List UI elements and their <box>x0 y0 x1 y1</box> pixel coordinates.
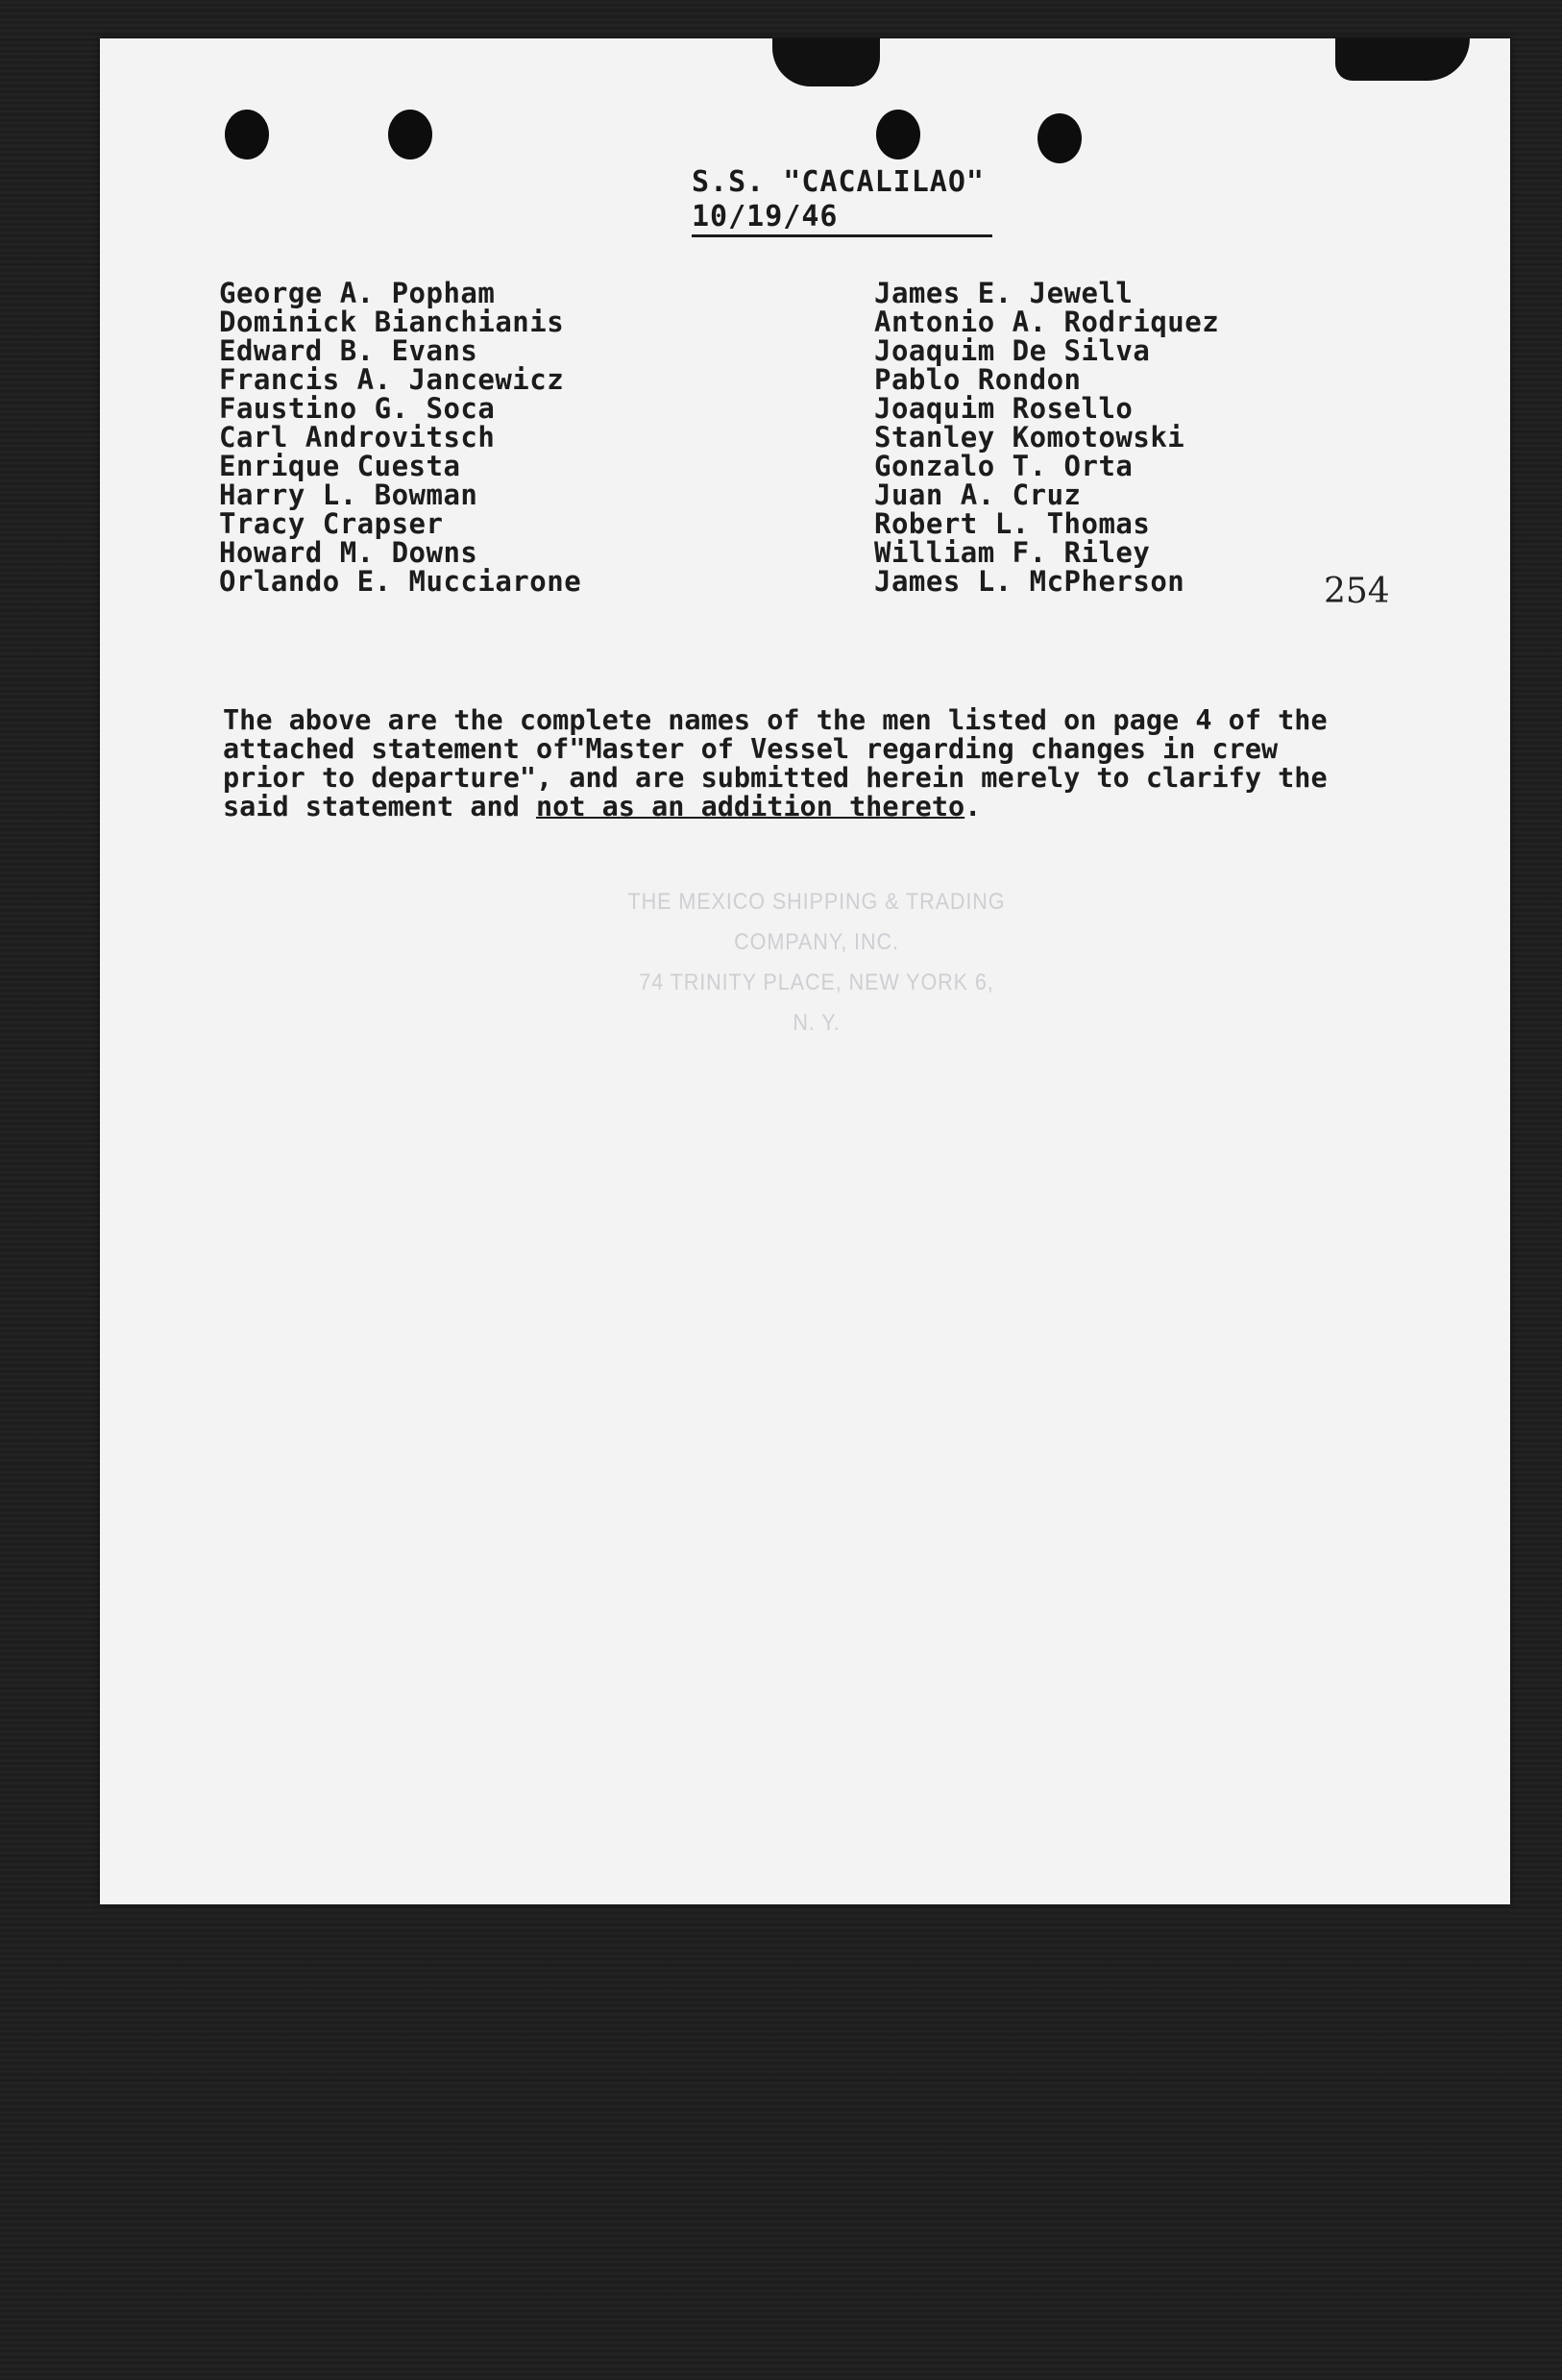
document-page <box>100 38 1510 1904</box>
crew-member-name: William F. Riley <box>874 536 1151 569</box>
statement-line-prefix: said statement and <box>223 791 537 822</box>
crew-member-name: James E. Jewell <box>874 277 1134 309</box>
crew-member-name: Faustino G. Soca <box>219 392 496 425</box>
stamp-address: 74 TRINITY PLACE, NEW YORK 6, N. Y. <box>639 969 994 1036</box>
crew-list-right <box>874 279 1219 596</box>
crew-member-name: Orlando E. Mucciarone <box>219 565 582 598</box>
crew-member-name: Edward B. Evans <box>219 334 478 367</box>
torn-edge-top-right <box>1335 38 1470 81</box>
statement-line: attached statement of"Master of Vessel regarding changes in crew <box>223 733 1279 765</box>
binder-hole-2 <box>388 110 432 159</box>
crew-member-name: Antonio A. Rodriquez <box>874 306 1220 338</box>
crew-member-name: Stanley Komotowski <box>874 421 1185 454</box>
crew-member-name: Robert L. Thomas <box>874 507 1151 540</box>
crew-member-name: Howard M. Downs <box>219 536 478 569</box>
company-stamp <box>626 882 1007 1043</box>
statement-paragraph <box>223 706 1491 822</box>
crew-list-left <box>219 279 581 596</box>
torn-edge-top-center <box>772 38 880 86</box>
statement-line-suffix: . <box>964 791 982 822</box>
statement-line: The above are the complete names of the men listed on page 4 of the <box>223 704 1328 736</box>
stamp-company-name: THE MEXICO SHIPPING & TRADING COMPANY, INC. <box>627 889 1006 955</box>
crew-member-name: Juan A. Cruz <box>874 478 1082 511</box>
document-heading <box>692 165 992 237</box>
crew-member-name: Harry L. Bowman <box>219 478 478 511</box>
vessel-name: S.S. "CACALILAO" <box>692 165 985 199</box>
crew-member-name: Enrique Cuesta <box>219 450 461 482</box>
crew-member-name: Gonzalo T. Orta <box>874 450 1134 482</box>
statement-line: prior to departure", and are submitted herein merely to clarify the <box>223 762 1328 794</box>
crew-member-name: James L. McPherson <box>874 565 1185 598</box>
crew-member-name: Francis A. Jancewicz <box>219 363 565 396</box>
crew-member-name: Joaquim De Silva <box>874 334 1151 367</box>
crew-member-name: Tracy Crapser <box>219 507 444 540</box>
binder-hole-1 <box>225 110 269 159</box>
crew-member-name: Dominick Bianchianis <box>219 306 565 338</box>
binder-hole-3 <box>876 110 920 159</box>
crew-member-name: Pablo Rondon <box>874 363 1082 396</box>
page-number: 254 <box>1324 572 1390 611</box>
crew-member-name: Carl Androvitsch <box>219 421 496 454</box>
crew-member-name: Joaquim Rosello <box>874 392 1134 425</box>
crew-member-name: George A. Popham <box>219 277 496 309</box>
document-date: 10/19/46 <box>692 200 992 237</box>
statement-underlined-phrase: not as an addition thereto <box>536 791 965 822</box>
binder-hole-4 <box>1037 113 1082 163</box>
statement-line <box>223 793 1491 822</box>
